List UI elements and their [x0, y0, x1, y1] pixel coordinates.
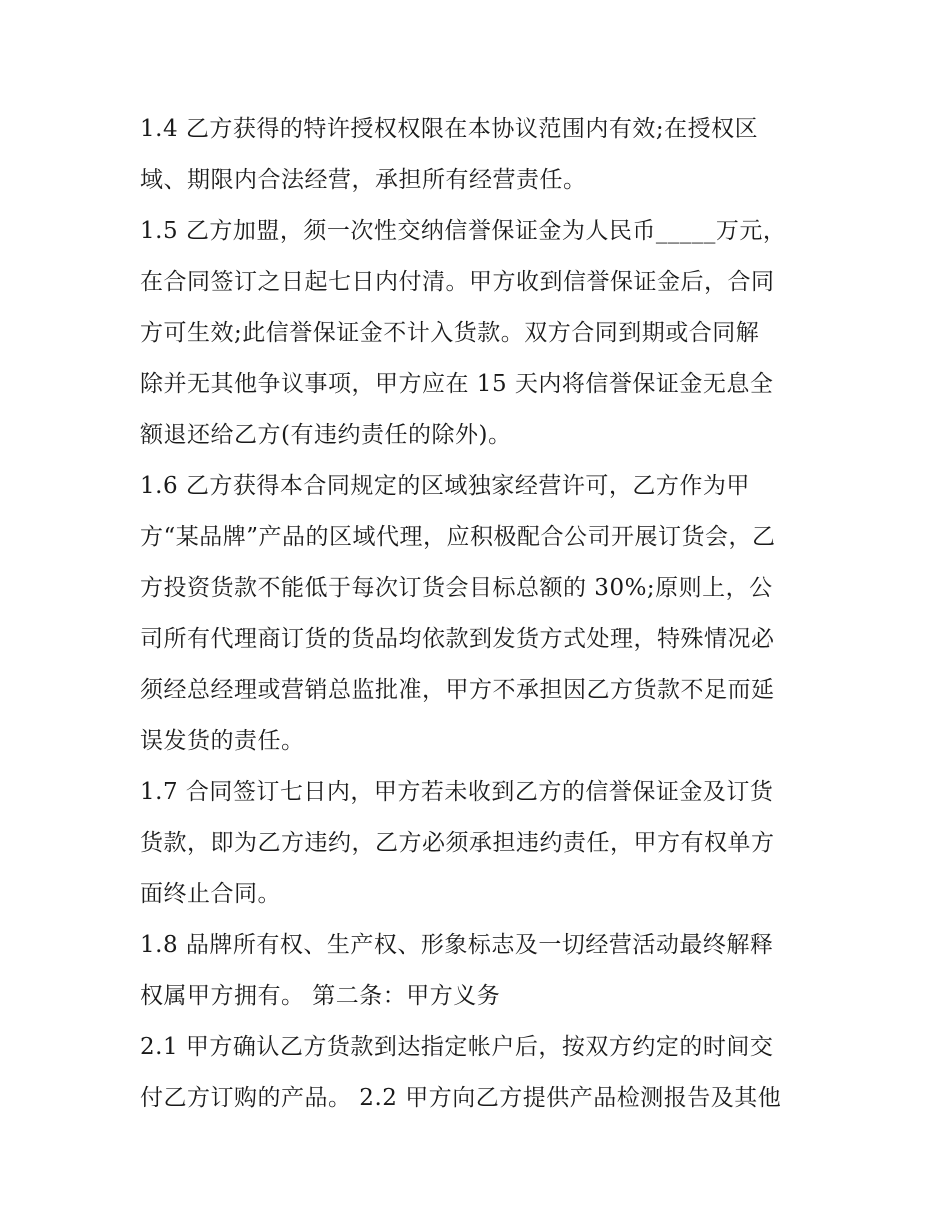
text-line: 方“某品牌”产品的区域代理，应积极配合公司开展订货会，乙 — [140, 524, 776, 550]
text-line: 域、期限内合法经营，承担所有经营责任。 — [140, 167, 587, 193]
text-line: 付乙方订购的产品。 2.2 甲方向乙方提供产品检测报告及其他 — [140, 1085, 782, 1111]
text-line: 司所有代理商订货的货品均依款到发货方式处理，特殊情况必 — [140, 626, 775, 652]
text-line: 在合同签订之日起七日内付清。甲方收到信誉保证金后，合同 — [140, 269, 775, 295]
text-line: 面终止合同。 — [140, 881, 281, 907]
text-line: 1.6 乙方获得本合同规定的区域独家经营许可，乙方作为甲 — [140, 473, 750, 499]
text-line: 误发货的责任。 — [140, 728, 305, 754]
text-line: 方可生效;此信誉保证金不计入货款。双方合同到期或合同解 — [140, 320, 760, 346]
text-line: 1.8 品牌所有权、生产权、形象标志及一切经营活动最终解释 — [140, 932, 774, 958]
text-line: 权属甲方拥有。 第二条：甲方义务 — [140, 983, 501, 1009]
document-body — [140, 104, 820, 1124]
text-line: 货款，即为乙方违约，乙方必须承担违约责任，甲方有权单方 — [140, 830, 775, 856]
text-line: 方投资货款不能低于每次订货会目标总额的 30%;原则上，公 — [140, 575, 773, 601]
text-line: 除并无其他争议事项，甲方应在 15 天内将信誉保证金无息全 — [140, 371, 774, 397]
text-line: 2.1 甲方确认乙方货款到达指定帐户后，按双方约定的时间交 — [140, 1034, 774, 1060]
text-line: 额退还给乙方(有违约责任的除外)。 — [140, 422, 512, 448]
text-line: 须经总经理或营销总监批准，甲方不承担因乙方货款不足而延 — [140, 677, 775, 703]
text-line: 1.7 合同签订七日内，甲方若未收到乙方的信誉保证金及订货 — [140, 779, 774, 805]
text-line: 1.4 乙方获得的特许授权权限在本协议范围内有效;在授权区 — [140, 116, 759, 142]
text-line: 1.5 乙方加盟，须一次性交纳信誉保证金为人民币_____万元， — [140, 218, 787, 244]
